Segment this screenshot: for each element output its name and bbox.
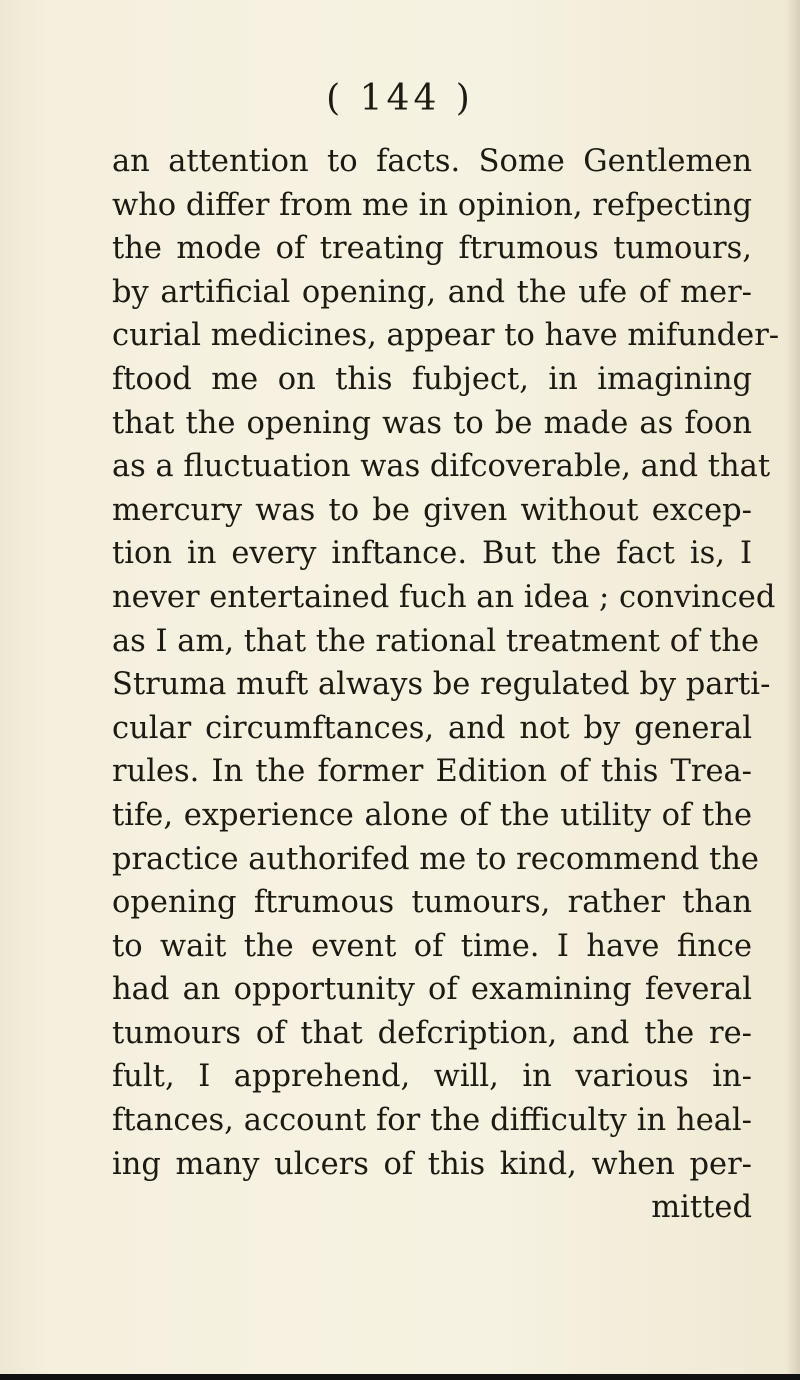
- text-line: that the opening was to be made as foon: [112, 405, 752, 441]
- text-line: the mode of treating ftrumous tumours,: [112, 231, 752, 267]
- body-text: [112, 140, 780, 1230]
- text-line: to wait the event of time. I have fince: [112, 928, 752, 964]
- text-line: mercury was to be given without excep-: [112, 492, 752, 528]
- text-line: practice authorifed me to recommend the: [112, 841, 759, 877]
- text-line: curial medicines, appear to have mifunder-: [112, 318, 780, 354]
- text-line: as a fluctuation was difcoverable, and that: [112, 449, 771, 485]
- page-number: ( 144 ): [326, 78, 474, 119]
- text-line: tion in every inftance. But the fact is, I: [112, 536, 752, 572]
- text-line: ftances, account for the difficulty in heal-: [112, 1103, 752, 1139]
- text-line: never entertained fuch an idea ; convinced: [112, 579, 776, 615]
- text-line: had an opportunity of examining feveral: [112, 972, 752, 1008]
- catchword: mitted: [651, 1190, 752, 1226]
- text-line: fult, I apprehend, will, in various in-: [112, 1059, 752, 1095]
- text-line: cular circumftances, and not by general: [112, 710, 752, 746]
- text-line: opening ftrumous tumours, rather than: [112, 885, 752, 921]
- text-line: as I am, that the rational treatment of the: [112, 623, 760, 659]
- text-line: tumours of that defcription, and the re-: [112, 1015, 752, 1051]
- text-line: who differ from me in opinion, refpecting: [112, 187, 752, 223]
- text-line: Struma muft always be regulated by parti-: [112, 667, 771, 703]
- text-line: ing many ulcers of this kind, when per-: [112, 1146, 752, 1182]
- text-line: rules. In the former Edition of this Trea-: [112, 754, 752, 790]
- page-edge-shadow: [786, 0, 800, 1380]
- text-line: ftood me on this fubject, in imagining: [112, 361, 752, 397]
- text-line: by artificial opening, and the ufe of mer-: [112, 274, 752, 310]
- text-line: an attention to facts. Some Gentlemen: [112, 144, 752, 179]
- bottom-border: [0, 1374, 800, 1380]
- text-line: tife, experience alone of the utility of the: [112, 797, 752, 833]
